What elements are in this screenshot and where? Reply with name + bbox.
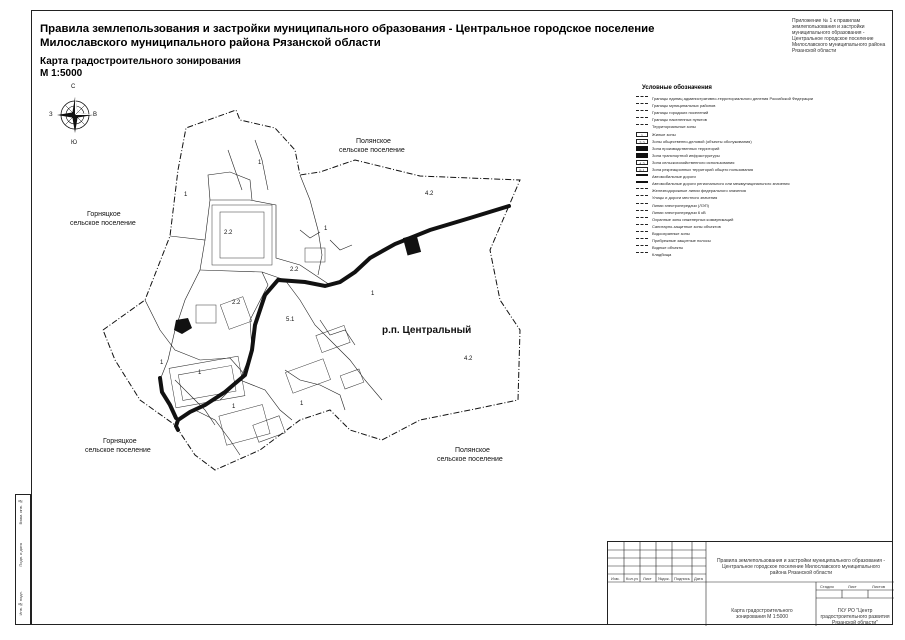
regional-road (160, 206, 509, 430)
settlement-label: р.п. Центральный (382, 325, 472, 336)
document-title: Правила землепользования и застройки муниципального образования - Центральное городское поселение (40, 23, 655, 35)
legend-label: Зона сельскохозяйственного использования (652, 159, 735, 165)
legend-swatch: 2.2 (636, 139, 648, 144)
legend-swatch: 5.1 (636, 167, 648, 172)
side-strip-label: Подп. и дата (18, 543, 23, 567)
side-strip-label: Взам. инв. № (18, 499, 23, 525)
legend-label: Границы городских поселений (652, 110, 709, 116)
zone-code-label: 2.2 (290, 267, 299, 273)
legend-swatch (636, 96, 648, 101)
title-block-sheet-name: Карта градостроительного зонирования М 1:5000 (731, 608, 793, 620)
zone-code-label: 1 (232, 404, 236, 410)
legend-label: Железнодорожные линии федерального значения (652, 188, 746, 194)
side-strip-label: Инв.№ подл. (18, 591, 23, 616)
legend-swatch (636, 231, 648, 236)
legend-swatch (636, 217, 648, 222)
title-block-header: Лист (643, 576, 652, 581)
title-block-header: Изм. (611, 576, 620, 581)
title-block-organization: ГКУ РО "Центр градостроительного развития Рязанской области" (820, 608, 890, 626)
compass-west-label: З (49, 112, 53, 118)
legend-swatch (636, 181, 648, 186)
legend-swatch: 4.2 (636, 160, 648, 165)
zone-code-label: 5.1 (286, 317, 295, 323)
stage-header: Листов (872, 584, 885, 589)
neighbor-label-polyanskoe-bottom-2: сельское поселение (437, 456, 503, 463)
legend-label: Зона производственных территорий (652, 145, 720, 151)
compass-north-label: С (71, 84, 76, 90)
title-block-header: №док. (658, 576, 670, 581)
title-block (607, 541, 893, 625)
legend-swatch (636, 146, 648, 151)
legend-label: Автомобильные дороги (652, 174, 696, 180)
side-approval-strip (15, 494, 31, 625)
legend-label: Жилые зоны (652, 131, 676, 137)
legend-label: Линии электропередачи (ЛЭП) (652, 202, 709, 208)
neighbor-label-gornyatskoe-bottom-2: сельское поселение (85, 447, 151, 454)
legend-swatch (636, 103, 648, 108)
neighbor-label-polyanskoe-top-2: сельское поселение (339, 147, 405, 154)
legend-swatch (636, 124, 648, 129)
legend-label: Зона рекреационных территорий общего пользования (652, 167, 754, 172)
legend-label: Санитарно-защитные зоны объектов (652, 223, 721, 229)
legend-title: Условные обозначения (642, 85, 712, 91)
legend-label: Границы единиц административно-территориального деления Российской Федерации (652, 96, 813, 101)
appendix-note-line: землепользования и застройки (792, 24, 865, 30)
map-scale: М 1:5000 (40, 68, 83, 79)
zone-code-label: 1 (258, 160, 262, 166)
title-block-header: Дата (694, 576, 703, 581)
settlement-boundary (103, 110, 520, 470)
legend-label: Улицы и дороги местного значения (652, 195, 718, 201)
zone-code-label: 1 (371, 291, 375, 297)
appendix-note-line: Центральное городское поселение (792, 36, 874, 42)
legend-swatch: 1 (636, 132, 648, 137)
document-title-line2: Милославского муниципального района Рязанской области (40, 37, 381, 49)
zone-code-label: 1 (300, 401, 304, 407)
title-block-header: Подпись (674, 576, 690, 581)
legend-swatch (636, 188, 648, 193)
legend-label: Охранные зоны инженерных коммуникаций (652, 216, 734, 222)
stage-header: Лист (848, 584, 857, 589)
title-block-document-name: Правила землепользования и застройки муниципального образования - Центральное городское поселение Милославского муниципального района Рязанской области (716, 558, 886, 576)
legend-swatch (636, 245, 648, 250)
neighbor-label-polyanskoe-bottom: Полянское (455, 447, 490, 454)
title-block-header: Кол.уч (626, 576, 638, 581)
appendix-note-line: Милославского муниципального района (792, 42, 886, 48)
legend-label: Линии электропередачи 6 кВ (652, 209, 706, 215)
legend-label: Прибрежные защитные полосы (652, 238, 711, 243)
neighbor-label-gornyatskoe-top-2: сельское поселение (70, 220, 136, 227)
appendix-note-line: муниципального образования - (792, 30, 865, 36)
neighbor-label-gornyatskoe-top: Горняцкое (87, 211, 121, 218)
compass-south-label: Ю (71, 140, 78, 146)
zone-code-label: 1 (198, 370, 202, 376)
legend-label: Водоохранные зоны (652, 230, 690, 236)
legend-swatch (636, 224, 648, 229)
compass-east-label: В (93, 112, 98, 118)
legend-label: Водные объекты (652, 245, 684, 251)
zone-code-label: 2.2 (232, 300, 241, 306)
neighbor-label-polyanskoe-top: Полянское (356, 138, 391, 145)
legend-swatch (636, 174, 648, 179)
zone-code-label: 1 (160, 360, 164, 366)
stage-header: Стадия (820, 584, 834, 589)
legend-swatch (636, 238, 648, 243)
neighbor-label-gornyatskoe-bottom: Горняцкое (103, 438, 137, 445)
legend-label: Автомобильные дороги регионального или межмуниципального значения (652, 181, 790, 187)
legend-label: Границы муниципальных районов (652, 103, 716, 109)
appendix-note-line: Приложение № 1 к правилам (792, 18, 861, 24)
zone-code-label: 1 (324, 226, 328, 232)
legend-swatch (636, 252, 648, 257)
legend-swatch (636, 195, 648, 200)
map-title: Карта градостроительного зонирования (40, 56, 241, 67)
zone-code-label: 2.2 (224, 230, 233, 236)
legend-swatch (636, 110, 648, 115)
zone-code-label: 4.2 (464, 356, 473, 362)
map-legend (636, 84, 886, 264)
legend-label: Зоны общественно-деловой (объекты обслуживания) (652, 138, 752, 144)
zone-code-label: 4.2 (425, 191, 434, 197)
legend-label: Кладбища (652, 252, 672, 258)
appendix-note-line: Рязанской области (792, 48, 837, 54)
zone-code-label: 1 (184, 192, 188, 198)
legend-label: Зона транспортной инфраструктуры (652, 152, 720, 158)
legend-swatch (636, 210, 648, 215)
legend-swatch (636, 203, 648, 208)
legend-swatch (636, 117, 648, 122)
legend-label: Территориальные зоны (652, 124, 696, 130)
legend-swatch (636, 153, 648, 158)
legend-label: Границы населенных пунктов (652, 117, 707, 123)
